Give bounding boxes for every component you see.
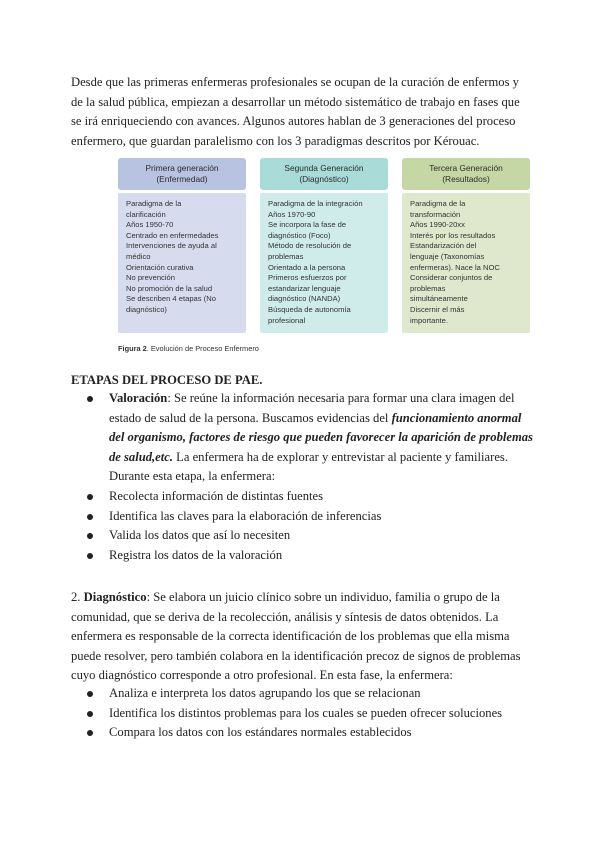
list-item-text: Identifica los distintos problemas para los cuales se pueden ofrecer soluciones (109, 705, 503, 720)
column-line: Paradigma de la (410, 199, 466, 208)
column-first-generation (118, 158, 246, 333)
bullet-icon (87, 514, 93, 520)
column-line: Centrado en enfermedades (126, 230, 219, 240)
list-item (71, 704, 533, 724)
column-body (260, 193, 388, 333)
column-title: Segunda Generación (284, 163, 364, 173)
column-line: Orientación curativa (126, 262, 194, 272)
valoracion-text-2: La enfermera ha de explorar y entrevistar al paciente y familiares. Durante esta etapa, la enfermera: (109, 449, 508, 484)
bullet-icon (87, 553, 93, 559)
column-line: Paradigma de la (126, 199, 182, 208)
column-line: diagnóstico (NANDA) (268, 294, 341, 304)
column-line: simultáneamente (410, 294, 468, 304)
column-third-generation (402, 158, 530, 333)
figure-generations (118, 158, 530, 358)
diagnostico-list (71, 684, 533, 743)
list-item-text: Valida los datos que así lo necesiten (109, 528, 291, 543)
column-line: No promoción de la salud (126, 283, 213, 293)
column-line: Se describen 4 etapas (No (126, 294, 216, 304)
list-item-text: Compara los datos con los estándares normales establecidos (109, 725, 412, 740)
bullet-icon (87, 396, 93, 402)
list-item (71, 684, 533, 704)
diagnostico-term: Diagnóstico (83, 590, 147, 604)
list-item (71, 487, 533, 507)
section-heading: ETAPAS DEL PROCESO DE PAE. (71, 373, 263, 387)
caption-label: Figura 2 (118, 344, 147, 353)
column-title: Tercera Generación (429, 163, 503, 173)
column-line: Años 1990-20xx (410, 220, 465, 230)
list-item (71, 723, 533, 743)
bullet-icon (87, 533, 93, 539)
column-line: Intervenciones de ayuda al (126, 241, 217, 251)
column-line: Interés por los resultados (410, 230, 496, 240)
bullet-icon (87, 691, 93, 697)
column-line: Paradigma de la integración (268, 199, 363, 208)
list-item-text: Analiza e interpreta los datos agrupando los que se relacionan (109, 686, 421, 700)
column-line: problemas (410, 283, 446, 293)
column-line: Se incorpora la fase de (268, 220, 347, 230)
column-line: diagnóstico (Foco) (268, 230, 331, 240)
column-line: problemas (268, 251, 304, 261)
list-item (71, 507, 533, 527)
column-subtitle: (Resultados) (442, 174, 490, 184)
diagnostico-number: 2. (71, 590, 84, 604)
column-line: profesional (268, 315, 306, 325)
list-item (71, 389, 533, 487)
bullet-icon (87, 730, 93, 736)
list-item (71, 526, 533, 546)
bullet-icon (87, 711, 93, 717)
list-item-text: Registra los datos de la valoración (109, 547, 283, 562)
intro-paragraph: Desde que las primeras enfermeras profesionales se ocupan de la curación de enfermos y de la salud pública, empiezan a desarrollar un método sistemático de trabajo en fases que se irá enriqueciendo con avances. Algunos autores hablan de 3 generaciones del proceso enfermero, que guardan paralelismo con los 3 paradigmas descritos por Kérouac. (71, 75, 520, 148)
valoracion-list (71, 389, 533, 565)
column-line: Considerar conjuntos de (410, 273, 493, 283)
list-item-text: Recolecta información de distintas fuentes (109, 488, 324, 503)
column-line: Primeros esfuerzos por (268, 273, 347, 283)
column-line: Discernir el más (410, 304, 465, 314)
column-header (402, 158, 530, 190)
column-line: Orientado a la persona (268, 262, 346, 272)
column-line: enfermeras). Nace la NOC (410, 262, 500, 272)
figure-caption (118, 344, 259, 353)
column-line: No prevención (126, 273, 175, 283)
column-second-generation (260, 158, 388, 333)
column-line: médico (126, 251, 151, 261)
column-line: Método de resolución de (268, 241, 352, 251)
column-subtitle: (Enfermedad) (156, 174, 208, 184)
column-line: importante. (410, 315, 448, 325)
list-item (71, 546, 533, 566)
valoracion-emphasis: funcionamiento anormal del organismo, factores de riesgo que pueden favorecer la aparición de problemas de salud,etc. (109, 410, 533, 464)
column-line: Años 1970-90 (268, 209, 316, 219)
bullet-icon (87, 494, 93, 500)
list-item-text: Identifica las claves para la elaboración de inferencias (109, 508, 382, 523)
column-line: clarificación (126, 209, 166, 219)
column-line: Años 1950-70 (126, 220, 174, 230)
diagnostico-paragraph (71, 588, 533, 686)
column-line: estandarizar lenguaje (268, 283, 341, 293)
caption-text: . Evolución de Proceso Enfermero (146, 344, 259, 353)
valoracion-term: Valoración (109, 391, 168, 405)
diagnostico-text: : Se elabora un juicio clínico sobre un individuo, familia o grupo de la comunidad, que se deriva de la recolección, análisis y síntesis de datos obtenidos. La enfermera es responsable de la correcta identificación de los problemas que ella misma puede resolver, pero también colabora en la identificación precoz de signos de problemas cuyo diagnóstico corresponde a otro profesional. En esta fase, la enfermera: (71, 590, 521, 683)
column-line: transformación (410, 209, 461, 219)
column-line: diagnóstico) (126, 304, 167, 314)
column-body (118, 193, 246, 333)
column-header (260, 158, 388, 190)
column-title: Primera generación (145, 163, 219, 173)
column-line: Búsqueda de autonomía (268, 304, 351, 314)
column-header (118, 158, 246, 190)
column-line: lenguaje (Taxonomías (410, 251, 485, 261)
column-body (402, 193, 530, 333)
valoracion-text-1: : Se reúne la información necesaria para formar una clara imagen del estado de salud de la persona. Buscamos evidencias del (109, 391, 515, 425)
column-subtitle: (Diagnóstico) (299, 174, 349, 184)
column-line: Estandarización del (410, 241, 477, 251)
